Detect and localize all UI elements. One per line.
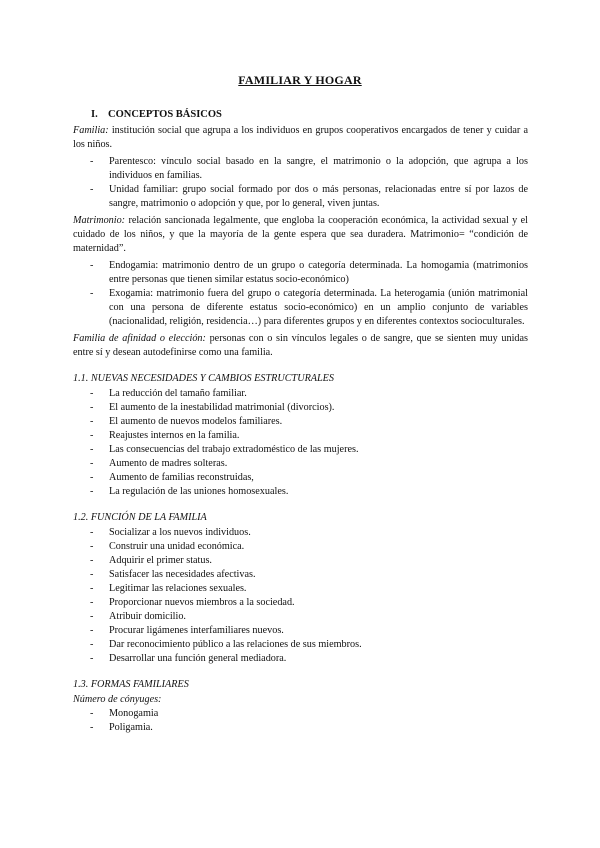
list-item: - Endogamia: matrimonio dentro de un grupo o categoría determinada. La homogamia (matrimonios entre personas que tienen similar estatus socio-económico) (73, 259, 528, 287)
document-body (73, 108, 528, 738)
definition-matrimonio: relación sancionada legalmente, que engloba la cooperación económica, la actividad sexual y el cuidado de los niños, y que la mayoría de la gente espera que sea duradera. Matrimonio= “condición de maternidad”. (73, 215, 528, 254)
list-item: - Aumento de familias reconstruidas, (73, 471, 528, 485)
list-item: - Dar reconocimiento público a las relaciones de sus miembros. (73, 638, 528, 652)
definition-afinidad: personas con o sin vínculos legales o de sangre, que se sienten muy unidas entre sí y desean autodefinirse como una familia. (73, 333, 528, 358)
list-item: - Proporcionar nuevos miembros a la sociedad. (73, 596, 528, 610)
term-matrimonio: Matrimonio: (73, 215, 126, 226)
list-funcion (73, 526, 528, 666)
list-matrimonio (73, 259, 528, 329)
list-item: - Satisfacer las necesidades afectivas. (73, 568, 528, 582)
list-item: - La regulación de las uniones homosexuales. (73, 485, 528, 499)
list-familia (73, 155, 528, 211)
list-item: - Construir una unidad económica. (73, 540, 528, 554)
list-item: - Socializar a los nuevos individuos. (73, 526, 528, 540)
section-heading-formas: 1.3. FORMAS FAMILIARES (73, 679, 189, 690)
list-item: - Aumento de madres solteras. (73, 457, 528, 471)
list-item: - Parentesco: vínculo social basado en la sangre, el matrimonio o la adopción, que agrupa a los individuos en familias. (73, 155, 528, 183)
paragraph-matrimonio (73, 214, 528, 256)
list-item: - El aumento de nuevos modelos familiares. (73, 415, 528, 429)
list-item: - Procurar ligámenes interfamiliares nuevos. (73, 624, 528, 638)
section-number: I. (91, 109, 98, 120)
list-item: - Monogamia (73, 707, 528, 721)
paragraph-afinidad (73, 332, 528, 360)
list-item: - Exogamia: matrimonio fuera del grupo o categoría determinada. La heterogamia (unión matrimonial con una persona de diferente estatus socio-económico) en un amplio conjunto de variables (nacionalidad, religión, residencia…) para diferentes grupos y en diferentes contextos socioculturales. (73, 287, 528, 329)
list-item: - Adquirir el primer status. (73, 554, 528, 568)
definition-familia: institución social que agrupa a los individuos en grupos cooperativos encargados de tener y cuidar a los niños. (73, 125, 528, 150)
term-familia: Familia: (73, 125, 109, 136)
section-heading-nuevas-necesidades: 1.1. NUEVAS NECESIDADES Y CAMBIOS ESTRUCTURALES (73, 373, 334, 384)
section-heading-conceptos (91, 108, 528, 122)
list-item: - Poligamia. (73, 721, 528, 735)
term-afinidad: Familia de afinidad o elección: (73, 333, 206, 344)
document-title: FAMILIAR Y HOGAR (238, 73, 362, 87)
list-item: - Reajustes internos en la familia. (73, 429, 528, 443)
section-heading-funcion: 1.2. FUNCIÓN DE LA FAMILIA (73, 512, 207, 523)
list-item: - Unidad familiar: grupo social formado por dos o más personas, relacionadas entre sí por lazos de sangre, matrimonio o adopción y que, por lo general, viven juntas. (73, 183, 528, 211)
list-item: - Legitimar las relaciones sexuales. (73, 582, 528, 596)
section-heading-text: CONCEPTOS BÁSICOS (108, 109, 222, 120)
list-item: - Atribuir domicilio. (73, 610, 528, 624)
list-formas (73, 707, 528, 735)
list-item: - El aumento de la inestabilidad matrimonial (divorcios). (73, 401, 528, 415)
subheading-conyuges: Número de cónyuges: (73, 694, 162, 705)
list-item: - Las consecuencias del trabajo extradoméstico de las mujeres. (73, 443, 528, 457)
list-nuevas-necesidades (73, 387, 528, 499)
list-item: - La reducción del tamaño familiar. (73, 387, 528, 401)
list-item: - Desarrollar una función general mediadora. (73, 652, 528, 666)
paragraph-familia (73, 124, 528, 152)
